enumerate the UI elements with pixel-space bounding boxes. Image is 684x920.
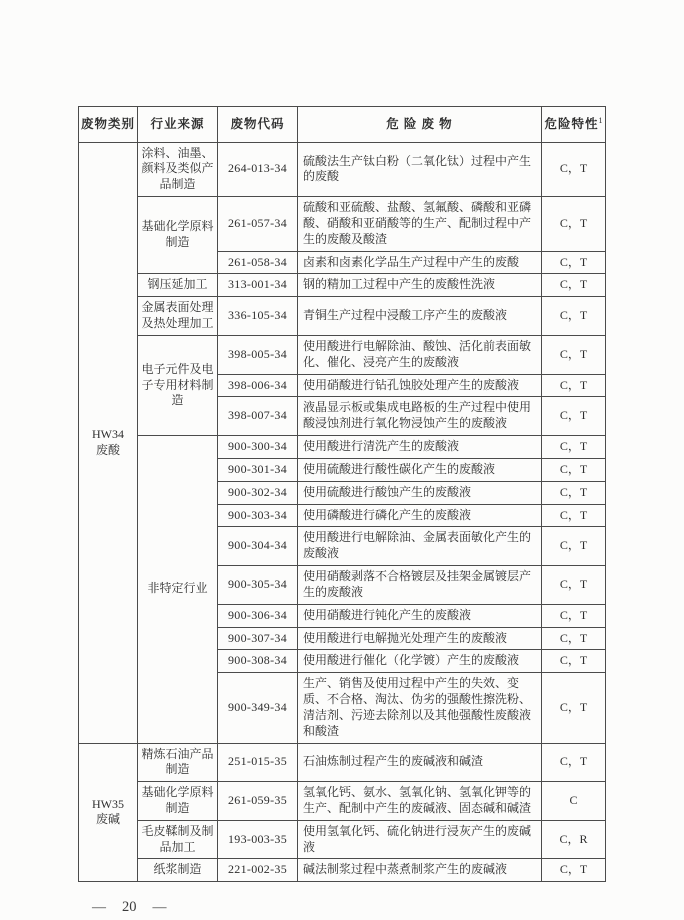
industry-source-cell: 非特定行业 [138, 436, 218, 743]
hazard-property-cell: C，T [542, 458, 606, 481]
table-row [79, 297, 606, 336]
waste-description-cell: 使用酸进行电解除油、酸蚀、活化前表面敏化、催化、浸亮产生的废酸液 [298, 335, 542, 374]
waste-code-cell: 900-302-34 [218, 481, 298, 504]
industry-source-cell: 钢压延加工 [138, 274, 218, 297]
industry-source-cell: 基础化学原料制造 [138, 782, 218, 821]
waste-code-cell: 398-005-34 [218, 335, 298, 374]
hazard-property-cell: C，T [542, 481, 606, 504]
industry-source-cell: 电子元件及电子专用材料制造 [138, 335, 218, 435]
hazard-property-cell: C，T [542, 743, 606, 782]
waste-description-cell: 使用硝酸进行钻孔蚀胶处理产生的废酸液 [298, 374, 542, 397]
waste-code-cell: 900-304-34 [218, 527, 298, 566]
table-row [79, 782, 606, 821]
waste-code-cell: 193-003-35 [218, 820, 298, 859]
header-footnote-marker: 1 [598, 116, 603, 125]
footer-dash-right: — [152, 899, 167, 915]
column-header-hazard-property [542, 107, 606, 143]
hazard-property-cell: C，T [542, 859, 606, 882]
table-row [79, 743, 606, 782]
hazard-property-header-label: 危险特性 [544, 117, 599, 132]
waste-code-cell: 313-001-34 [218, 274, 298, 297]
hazard-property-cell: C，T [542, 673, 606, 743]
waste-description-cell: 使用硝酸剥落不合格镀层及挂架金属镀层产生的废酸液 [298, 566, 542, 605]
column-header-waste-category: 废物类别 [79, 107, 138, 143]
table-row [79, 142, 606, 196]
hazard-property-cell: C，T [542, 504, 606, 527]
waste-description-cell: 硫酸法生产钛白粉（二氧化钛）过程中产生的废酸 [298, 142, 542, 196]
waste-code-cell: 398-006-34 [218, 374, 298, 397]
waste-category-name: 废碱 [95, 812, 120, 827]
industry-source-cell: 毛皮鞣制及制品加工 [138, 820, 218, 859]
waste-description-cell: 生产、销售及使用过程中产生的失效、变质、不合格、淘汰、伪劣的强酸性擦洗粉、清洁剂、污迹去除剂以及其他强酸性废酸液和酸渣 [298, 673, 542, 743]
waste-category-code: HW34 [92, 426, 124, 441]
waste-description-cell: 氢氧化钙、氨水、氢氧化钠、氢氧化钾等的生产、配制中产生的废碱液、固态碱和碱渣 [298, 782, 542, 821]
table-row [79, 335, 606, 374]
waste-description-cell: 使用酸进行清洗产生的废酸液 [298, 436, 542, 459]
waste-description-cell: 使用硝酸进行钝化产生的废酸液 [298, 604, 542, 627]
waste-code-cell: 264-013-34 [218, 142, 298, 196]
waste-code-cell: 900-305-34 [218, 566, 298, 605]
column-header-industry-source: 行业来源 [138, 107, 218, 143]
hazardous-waste-table [78, 106, 606, 882]
waste-code-cell: 251-015-35 [218, 743, 298, 782]
hazard-property-cell: C，T [542, 650, 606, 673]
hazard-property-cell: C，T [542, 274, 606, 297]
table-row [79, 197, 606, 251]
industry-source-cell: 基础化学原料制造 [138, 197, 218, 274]
hazard-property-cell: C，T [542, 142, 606, 196]
waste-code-cell: 900-349-34 [218, 673, 298, 743]
waste-description-cell: 液晶显示板或集成电路板的生产过程中使用酸浸蚀剂进行氧化物浸蚀产生的废酸液 [298, 397, 542, 436]
waste-description-cell: 使用磷酸进行磷化产生的废酸液 [298, 504, 542, 527]
waste-code-cell: 261-057-34 [218, 197, 298, 251]
waste-code-cell: 336-105-34 [218, 297, 298, 336]
waste-category-code: HW35 [92, 796, 124, 811]
catalog-table-body [79, 142, 606, 882]
hazard-property-cell: C，T [542, 197, 606, 251]
hazard-property-cell: C，T [542, 527, 606, 566]
table-row [79, 436, 606, 459]
waste-description-cell: 硫酸和亚硫酸、盐酸、氢氟酸、磷酸和亚磷酸、硝酸和亚硝酸等的生产、配制过程中产生的废酸及酸渣 [298, 197, 542, 251]
hazard-property-cell: C，T [542, 566, 606, 605]
hazard-property-cell: C，T [542, 374, 606, 397]
waste-code-cell: 261-058-34 [218, 251, 298, 274]
industry-source-cell: 精炼石油产品制造 [138, 743, 218, 782]
waste-code-cell: 221-002-35 [218, 859, 298, 882]
waste-code-cell: 900-307-34 [218, 627, 298, 650]
hazard-property-cell: C，T [542, 297, 606, 336]
waste-description-cell: 碱法制浆过程中蒸煮制浆产生的废碱液 [298, 859, 542, 882]
waste-description-cell: 使用酸进行催化（化学镀）产生的废酸液 [298, 650, 542, 673]
table-row [79, 274, 606, 297]
hazard-property-cell: C，T [542, 436, 606, 459]
column-header-waste-code: 废物代码 [218, 107, 298, 143]
waste-description-cell: 钢的精加工过程中产生的废酸性洗液 [298, 274, 542, 297]
waste-code-cell: 398-007-34 [218, 397, 298, 436]
table-row [79, 859, 606, 882]
hazard-property-cell: C，T [542, 604, 606, 627]
page-number: 20 [122, 899, 137, 916]
hazard-property-cell: C，T [542, 335, 606, 374]
table-header-row [79, 107, 606, 143]
waste-description-cell: 使用氢氧化钙、硫化钠进行浸灰产生的废碱液 [298, 820, 542, 859]
waste-description-cell: 使用硫酸进行酸性碳化产生的废酸液 [298, 458, 542, 481]
column-header-hazardous-waste: 危 险 废 物 [298, 107, 542, 143]
waste-description-cell: 青铜生产过程中浸酸工序产生的废酸液 [298, 297, 542, 336]
hazard-property-cell: C，R [542, 820, 606, 859]
hazard-property-cell: C，T [542, 627, 606, 650]
waste-code-cell: 900-303-34 [218, 504, 298, 527]
waste-category-cell [79, 142, 138, 743]
industry-source-cell: 纸浆制造 [138, 859, 218, 882]
waste-code-cell: 261-059-35 [218, 782, 298, 821]
hazard-property-cell: C，T [542, 397, 606, 436]
footer-dash-left: — [92, 899, 106, 915]
industry-source-cell: 涂料、油墨、颜料及类似产品制造 [138, 142, 218, 196]
waste-description-cell: 使用酸进行电解除油、金属表面敏化产生的废酸液 [298, 527, 542, 566]
waste-code-cell: 900-306-34 [218, 604, 298, 627]
waste-description-cell: 卤素和卤素化学品生产过程中产生的废酸 [298, 251, 542, 274]
waste-code-cell: 900-300-34 [218, 436, 298, 459]
hazard-property-cell: C [542, 782, 606, 821]
waste-category-cell [79, 743, 138, 882]
table-row [79, 820, 606, 859]
page-footer [78, 899, 684, 916]
waste-description-cell: 使用硫酸进行酸蚀产生的废酸液 [298, 481, 542, 504]
waste-description-cell: 石油炼制过程产生的废碱液和碱渣 [298, 743, 542, 782]
hazard-property-cell: C，T [542, 251, 606, 274]
industry-source-cell: 金属表面处理及热处理加工 [138, 297, 218, 336]
waste-code-cell: 900-308-34 [218, 650, 298, 673]
waste-description-cell: 使用酸进行电解抛光处理产生的废酸液 [298, 627, 542, 650]
waste-category-name: 废酸 [95, 442, 120, 457]
waste-code-cell: 900-301-34 [218, 458, 298, 481]
